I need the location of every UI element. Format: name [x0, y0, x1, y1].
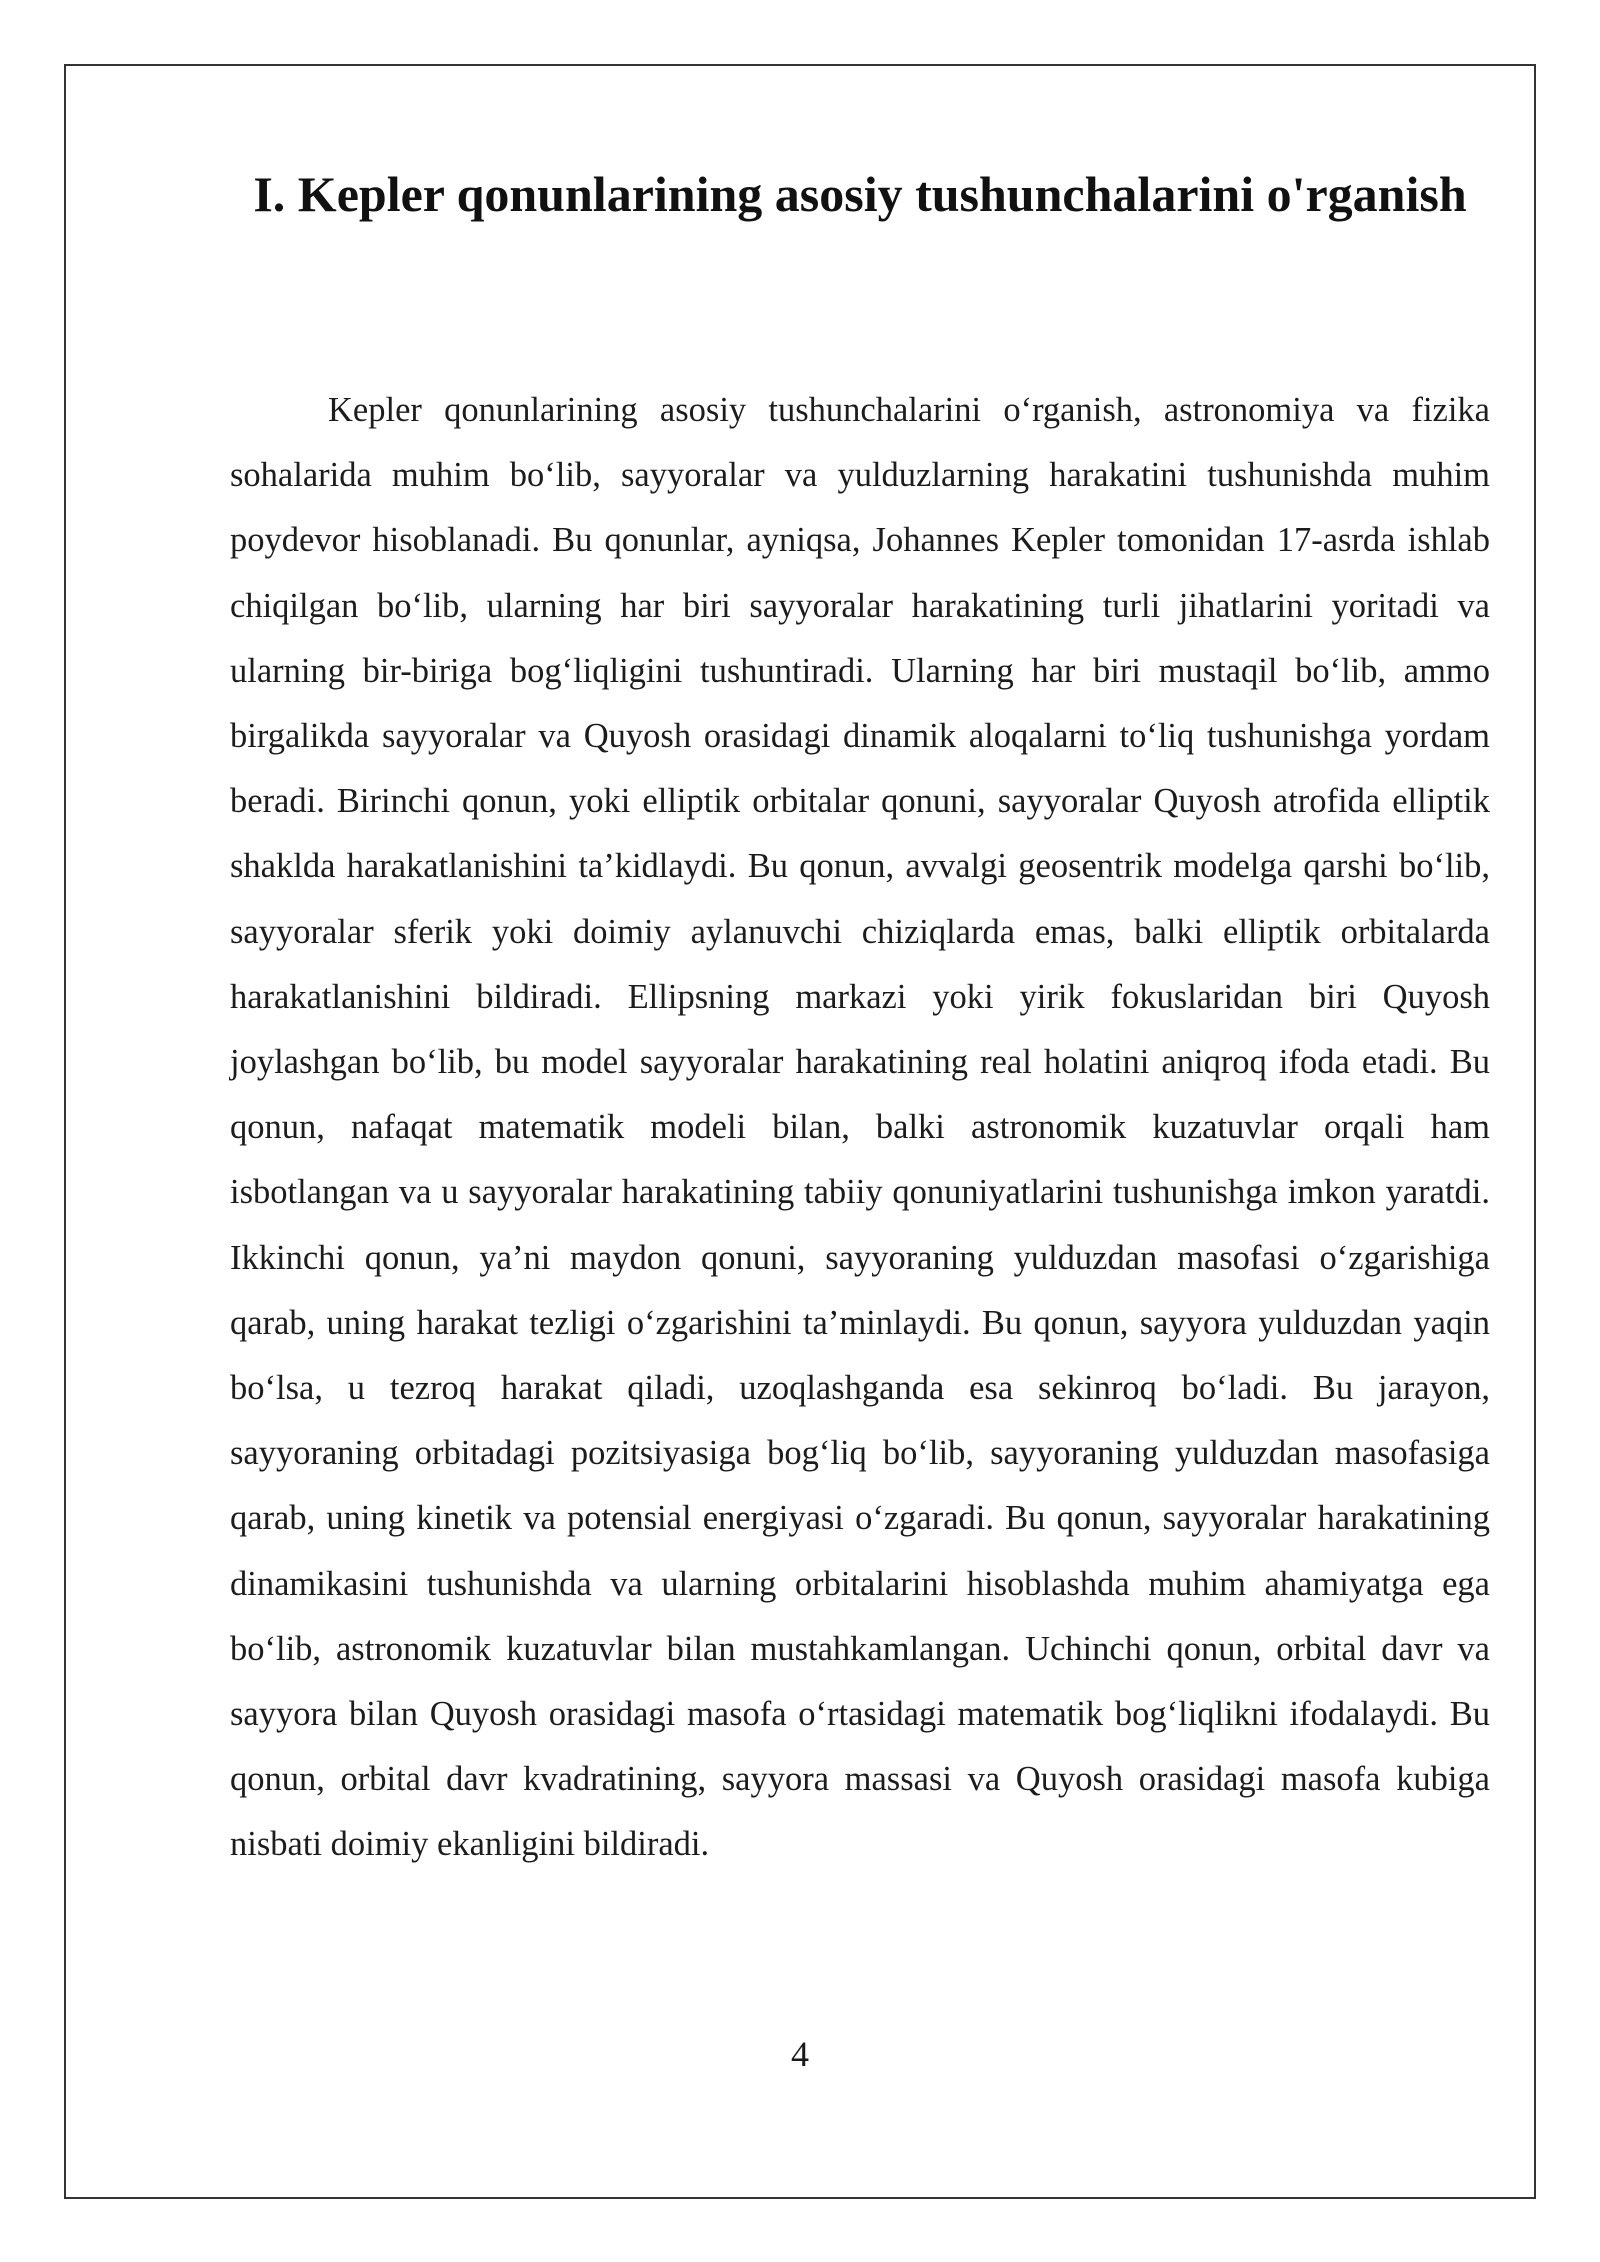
page-number: 4 [791, 2034, 809, 2074]
body-paragraph: Kepler qonunlarining asosiy tushunchalarini o‘rganish, astronomiya va fizika sohalarida muhim bo‘lib, sayyoralar va yulduzlarning harakatini tushunishda muhim poydevor hisoblanadi. Bu qonunlar, ayniqsa, Johannes Kepler tomonidan 17-asrda ishlab chiqilgan bo‘lib, ularning har biri sayyoralar harakatining turli jihatlarini yoritadi va ularning bir-biriga bog‘liqligini tushuntiradi. Ularning har biri mustaqil bo‘lib, ammo birgalikda sayyoralar va Quyosh orasidagi dinamik aloqalarni to‘liq tushunishga yordam beradi. Birinchi qonun, yoki elliptik orbitalar qonuni, sayyoralar Quyosh atrofida elliptik shaklda harakatlanishini ta’kidlaydi. Bu qonun, avvalgi geosentrik modelga qarshi bo‘lib, sayyoralar sferik yoki doimiy aylanuvchi chiziqlarda emas, balki elliptik orbitalarda harakatlanishini bildiradi. Ellipsning markazi yoki yirik fokuslaridan biri Quyosh joylashgan bo‘lib, bu model sayyoralar harakatining real holatini aniqroq ifoda etadi. Bu qonun, nafaqat matematik modeli bilan, balki astronomik kuzatuvlar orqali ham isbotlangan va u sayyoralar harakatining tabiiy qonuniyatlarini tushunishga imkon yaratdi. Ikkinchi qonun, ya’ni maydon qonuni, sayyoraning yulduzdan masofasi o‘zgarishiga qarab, uning harakat tezligi o‘zgarishini ta’minlaydi. Bu qonun, sayyora yulduzdan yaqin bo‘lsa, u tezroq harakat qiladi, uzoqlashganda esa sekinroq bo‘ladi. Bu jarayon, sayyoraning orbitadagi pozitsiyasiga bog‘liq bo‘lib, sayyoraning yulduzdan masofasiga qarab, uning kinetik va potensial energiyasi o‘zgaradi. Bu qonun, sayyoralar harakatining dinamikasini tushunishda va ularning orbitalarini hisoblashda muhim ahamiyatga ega bo‘lib, astronomik kuzatuvlar bilan mustahkamlangan. Uchinchi qonun, orbital davr va sayyora bilan Quyosh orasidagi masofa o‘rtasidagi matematik bog‘liqlikni ifodalaydi. Bu qonun, orbital davr kvadratining, sayyora massasi va Quyosh orasidagi masofa kubiga nisbati doimiy ekanligini bildiradi. [230, 391, 1490, 1864]
section-title: I. Kepler qonunlarining asosiy tushunchalarini o'rganish [253, 166, 1467, 222]
